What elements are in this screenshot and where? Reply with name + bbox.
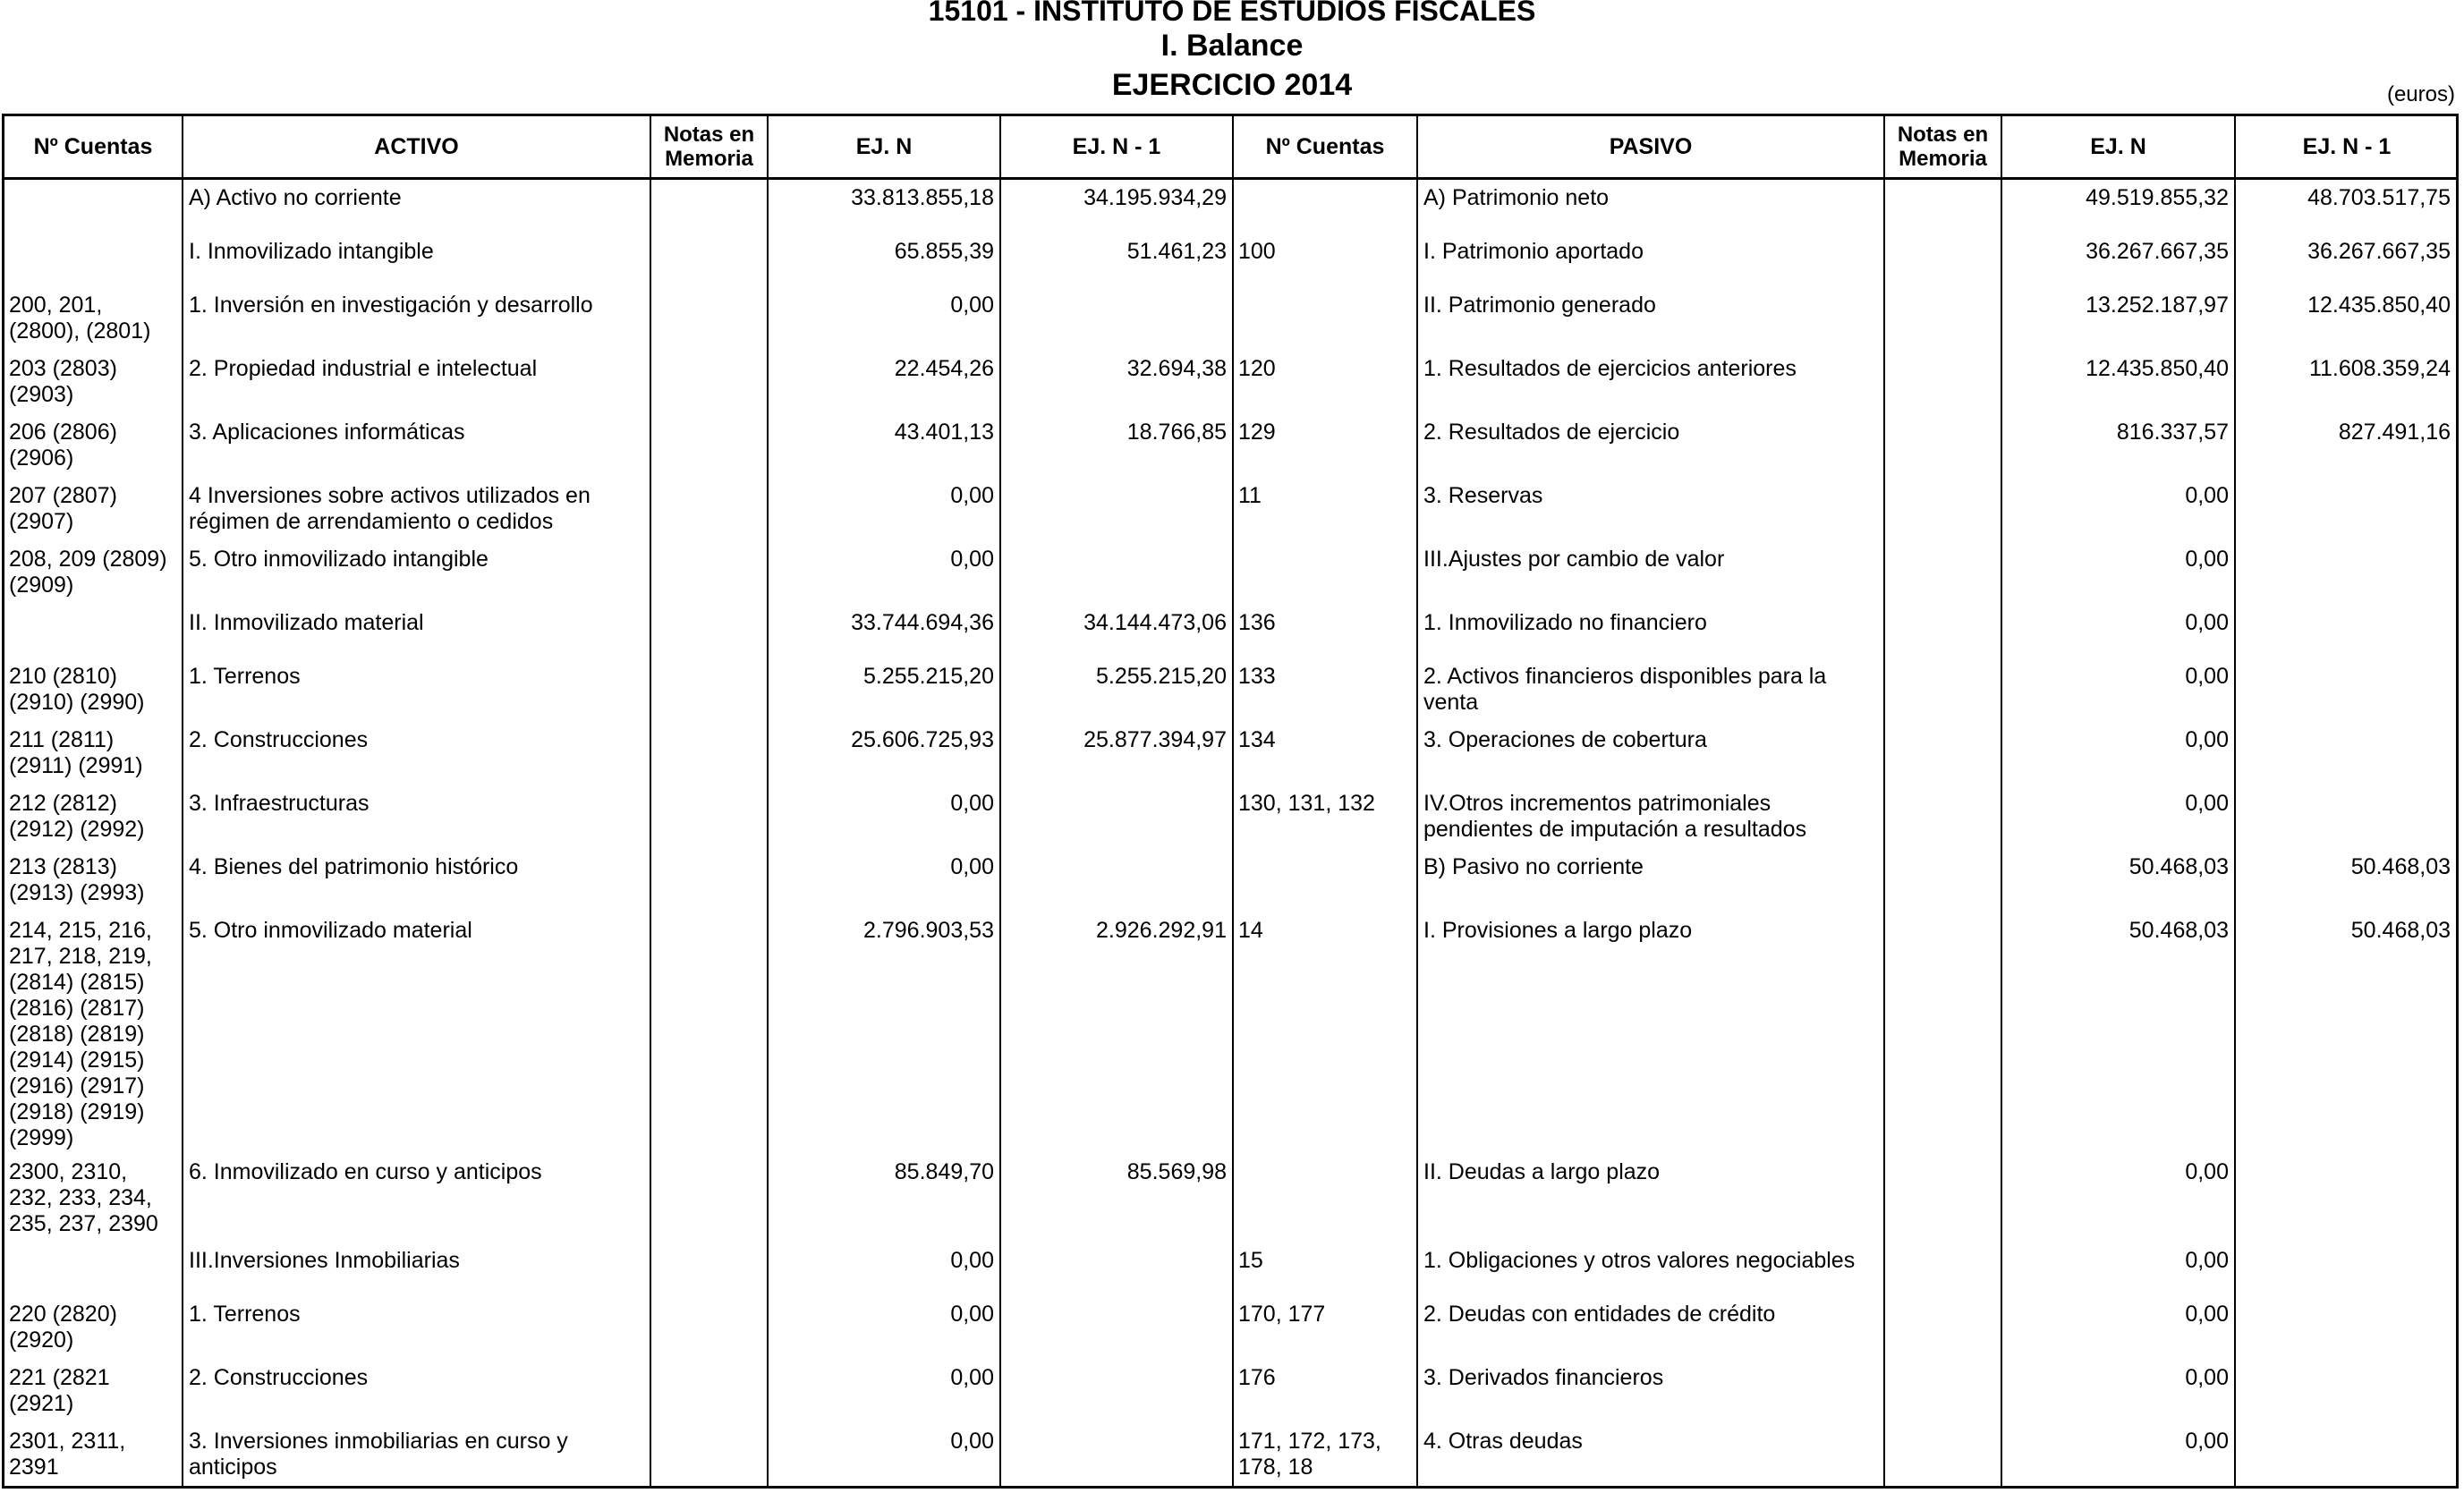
liability-description-cell: 3. Operaciones de cobertura [1423,727,1707,752]
asset-ejn1-cell: 18.766,85 [1126,420,1227,445]
liability-description-cell: III.Ajustes por cambio de valor [1423,547,1725,572]
liability-account-cell: 14 [1238,918,1263,943]
liability-account-cell: 129 [1238,420,1276,445]
liability-account-cell: 15 [1238,1248,1263,1273]
asset-description-cell: 3. Infraestructuras [189,791,370,816]
asset-ejn1-cell: 2.926.292,91 [1096,918,1227,943]
liability-ejn1-cell: 36.267.667,35 [2307,239,2451,264]
liability-ejn1-cell: 50.468,03 [2350,918,2451,943]
header-right-ejn: EJ. N [2090,134,2146,159]
header-left-accounts: Nº Cuentas [33,134,153,159]
liability-description-cell: 1. Obligaciones y otros valores negociables [1423,1248,1856,1273]
asset-description-cell: I. Inmovilizado intangible [189,239,434,264]
asset-ejn-cell: 65.855,39 [894,239,994,264]
asset-description-cell: A) Activo no corriente [189,185,402,210]
liability-ejn1-cell: 48.703.517,75 [2307,185,2451,210]
liability-description-cell: 1. Resultados de ejercicios anteriores [1423,356,1797,381]
asset-ejn-cell: 2.796.903,53 [863,918,994,943]
asset-ejn-cell: 43.401,13 [894,420,994,445]
report-subtitle: I. Balance [1160,29,1304,63]
asset-description-cell: 3. Inversiones inmobiliarias en curso y anticipos [189,1429,568,1480]
asset-description-cell: 1. Terrenos [189,1302,301,1327]
asset-ejn-cell: 0,00 [950,1248,994,1273]
liability-ejn-cell: 0,00 [2185,791,2229,816]
liability-ejn-cell: 0,00 [2185,1302,2229,1327]
liability-ejn1-cell: 11.608.359,24 [2308,356,2451,381]
liability-ejn-cell: 0,00 [2185,1159,2229,1184]
liability-description-cell: 2. Deudas con entidades de crédito [1423,1302,1776,1327]
asset-ejn-cell: 0,00 [950,293,994,318]
asset-account-cell: 203 (2803) (2903) [9,356,117,407]
asset-account-cell: 2301, 2311, 2391 [9,1429,126,1480]
liability-account-cell: 136 [1238,610,1276,635]
liability-account-cell: 176 [1238,1365,1276,1390]
liability-account-cell: 171, 172, 173, 178, 18 [1238,1429,1381,1480]
table-header [4,116,2456,180]
liability-ejn1-cell: 827.491,16 [2338,420,2451,445]
asset-account-cell: 212 (2812) (2912) (2992) [9,791,145,842]
header-left-notes: Notas en Memoria [663,123,755,171]
asset-ejn1-cell: 32.694,38 [1126,356,1227,381]
asset-ejn-cell: 5.255.215,20 [863,664,994,689]
column-divider [1416,116,1418,1486]
liability-description-cell: IV.Otros incrementos patrimoniales pendientes de imputación a resultados [1423,791,1807,842]
asset-ejn1-cell: 51.461,23 [1126,239,1227,264]
asset-description-cell: 2. Propiedad industrial e intelectual [189,356,538,381]
liability-ejn-cell: 0,00 [2185,727,2229,752]
column-divider [1232,116,1234,1486]
balance-table [2,114,2459,1489]
liability-account-cell: 133 [1238,664,1276,689]
header-activo: ACTIVO [374,134,459,159]
liability-ejn-cell: 0,00 [2185,483,2229,508]
liability-description-cell: II. Patrimonio generado [1423,293,1656,318]
header-right-ejn1: EJ. N - 1 [2302,134,2392,159]
header-pasivo: PASIVO [1609,134,1693,159]
asset-description-cell: 1. Inversión en investigación y desarrollo [189,293,593,318]
asset-ejn1-cell: 85.569,98 [1126,1159,1227,1184]
asset-account-cell: 214, 215, 216, 217, 218, 219, (2814) (2815) (2816) (2817) (2818) (2819) (2914) (2915) (2916) (2917) (2918) (2919) (2999) [9,918,152,1150]
liability-ejn-cell: 0,00 [2185,1365,2229,1390]
asset-ejn1-cell: 34.195.934,29 [1083,185,1227,210]
liability-description-cell: B) Pasivo no corriente [1423,854,1644,879]
liability-ejn-cell: 0,00 [2185,610,2229,635]
liability-account-cell: 130, 131, 132 [1238,791,1375,816]
asset-ejn-cell: 0,00 [950,483,994,508]
liability-ejn-cell: 0,00 [2185,547,2229,572]
asset-ejn-cell: 0,00 [950,1429,994,1454]
asset-ejn-cell: 0,00 [950,1302,994,1327]
asset-account-cell: 210 (2810) (2910) (2990) [9,664,145,715]
asset-description-cell: 6. Inmovilizado en curso y anticipos [189,1159,542,1184]
header-left-ejn: EJ. N [855,134,913,159]
liability-ejn-cell: 49.519.855,32 [2086,185,2229,210]
asset-description-cell: 4. Bienes del patrimonio histórico [189,854,519,879]
asset-description-cell: 2. Construcciones [189,1365,369,1390]
asset-account-cell: 200, 201, (2800), (2801) [9,293,151,344]
asset-account-cell: 207 (2807) (2907) [9,483,117,534]
liability-account-cell: 134 [1238,727,1276,752]
liability-ejn1-cell: 12.435.850,40 [2307,293,2451,318]
asset-ejn-cell: 0,00 [950,547,994,572]
asset-account-cell: 2300, 2310, 232, 233, 234, 235, 237, 2390 [9,1159,158,1236]
liability-ejn-cell: 0,00 [2185,664,2229,689]
asset-ejn1-cell: 34.144.473,06 [1083,610,1227,635]
liability-description-cell: 1. Inmovilizado no financiero [1423,610,1707,635]
liability-description-cell: A) Patrimonio neto [1423,185,1610,210]
asset-ejn-cell: 22.454,26 [894,356,994,381]
liability-ejn-cell: 0,00 [2185,1429,2229,1454]
asset-ejn-cell: 33.813.855,18 [851,185,994,210]
asset-ejn-cell: 33.744.694,36 [851,610,994,635]
liability-ejn-cell: 0,00 [2185,1248,2229,1273]
header-right-notes: Notas en Memoria [1897,123,1989,171]
liability-account-cell: 11 [1238,483,1262,508]
liability-ejn-cell: 12.435.850,40 [2086,356,2229,381]
column-divider [999,116,1001,1486]
liability-account-cell: 120 [1238,356,1276,381]
liability-account-cell: 100 [1238,239,1276,264]
asset-account-cell: 213 (2813) (2913) (2993) [9,854,145,905]
liability-ejn-cell: 50.468,03 [2128,918,2229,943]
liability-description-cell: 2. Resultados de ejercicio [1423,420,1680,445]
asset-description-cell: II. Inmovilizado material [189,610,424,635]
report-title: 15101 - INSTITUTO DE ESTUDIOS FISCALES [928,0,1536,27]
asset-description-cell: 5. Otro inmovilizado intangible [189,547,489,572]
asset-account-cell: 208, 209 (2809) (2909) [9,547,167,598]
column-divider [1883,116,1885,1486]
asset-description-cell: 1. Terrenos [189,664,301,689]
liability-description-cell: 4. Otras deudas [1423,1429,1583,1454]
asset-description-cell: 3. Aplicaciones informáticas [189,420,465,445]
column-divider [182,116,183,1486]
asset-description-cell: 5. Otro inmovilizado material [189,918,472,943]
liability-ejn1-cell: 50.468,03 [2350,854,2451,879]
column-divider [2234,116,2236,1486]
header-left-ejn1: EJ. N - 1 [1072,134,1161,159]
report-period: EJERCICIO 2014 [1111,68,1353,102]
liability-account-cell: 170, 177 [1238,1302,1326,1327]
asset-ejn-cell: 85.849,70 [894,1159,994,1184]
header-right-accounts: Nº Cuentas [1265,134,1385,159]
asset-ejn-cell: 0,00 [950,1365,994,1390]
liability-description-cell: I. Provisiones a largo plazo [1423,918,1693,943]
asset-ejn1-cell: 5.255.215,20 [1096,664,1227,689]
asset-account-cell: 220 (2820) (2920) [9,1302,117,1353]
asset-description-cell: 4 Inversiones sobre activos utilizados en régimen de arrendamiento o cedidos [189,483,591,534]
asset-ejn-cell: 0,00 [950,854,994,879]
asset-ejn1-cell: 25.877.394,97 [1083,727,1227,752]
column-divider [650,116,651,1486]
asset-description-cell: 2. Construcciones [189,727,369,752]
asset-account-cell: 221 (2821 (2921) [9,1365,110,1416]
liability-ejn-cell: 36.267.667,35 [2086,239,2229,264]
liability-description-cell: 3. Derivados financieros [1423,1365,1664,1390]
asset-ejn-cell: 25.606.725,93 [851,727,994,752]
currency-units: (euros) [2386,82,2455,106]
liability-description-cell: 3. Reservas [1423,483,1543,508]
asset-account-cell: 206 (2806) (2906) [9,420,117,471]
asset-account-cell: 211 (2811) (2911) (2991) [9,727,143,778]
asset-description-cell: III.Inversiones Inmobiliarias [189,1248,460,1273]
liability-ejn-cell: 50.468,03 [2128,854,2229,879]
liability-description-cell: 2. Activos financieros disponibles para la venta [1423,664,1827,715]
liability-ejn-cell: 13.252.187,97 [2086,293,2229,318]
liability-description-cell: I. Patrimonio aportado [1423,239,1644,264]
liability-description-cell: II. Deudas a largo plazo [1423,1159,1661,1184]
asset-ejn-cell: 0,00 [950,791,994,816]
liability-ejn-cell: 816.337,57 [2116,420,2229,445]
